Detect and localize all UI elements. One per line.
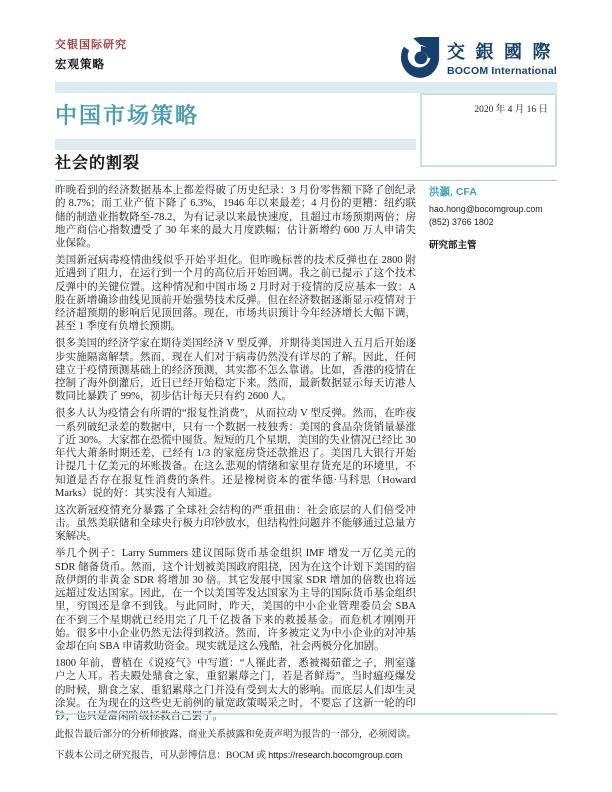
bocom-logo xyxy=(400,36,557,83)
research-series-label: 交银国际研究 xyxy=(55,39,127,51)
download-note xyxy=(55,747,557,761)
author-name: 洪灝, CFA xyxy=(429,186,477,198)
author-title: 研究部主管 xyxy=(429,241,477,251)
paragraph: 这次新冠疫情充分暴露了全球社会结构的严重扭曲：社会底层的人们倍受冲击。虽然美联储和全球央行极力印钞放水，但结构性问题并不能够通过总量方案解决。 xyxy=(55,504,416,543)
research-site-link[interactable]: https://research.bocomgroup.com xyxy=(268,750,403,760)
report-category-label: 宏观策略 xyxy=(55,59,105,71)
content-columns xyxy=(55,184,557,727)
paragraph: 举几个例子：Larry Summers 建议国际货币基金组织 IMF 增发一万亿美元的 SDR 储备货币。然而，这个计划被美国政府阻挠，因为在这个计划下美国的宿敌伊朗的非黄金 SDR 将增加 30 倍。其它发展中国家 SDR 增加的倍数也将远远超过发达国家。因此，在一个以美国等发达国家为主导的国际货币基金组织里，穷国还是拿不到钱。与此同时，昨天，美国的中小企业管理委员会 SBA 在不到三个星期就已经用完了几千亿拨备下来的救援基金。而危机才刚刚开始。很多中小企业仍然无法得到救济。然而，许多被定义为中小企业的对冲基金却在向 SBA 申请救助资金。现实就是这么残酷，社会两极分化加剧。 xyxy=(55,548,416,653)
bocom-logo-icon xyxy=(400,36,440,83)
bocom-logo-en: BOCOM International xyxy=(447,65,557,77)
paragraph: 1800 年前，曹植在《说疫气》中写道：“人罹此者，悉被褐茹藿之子，荆室蓬户之人耳。若夫殿处鼎食之家，重貂累蓐之门，若是者鲜焉”。当时瘟疫爆发的时候，鼎食之家、重貂累蓐之门并没有受到太大的影响。而底层人们却生灵涂炭。在为现在的这些史无前例的量宽政策喝采之时，不要忘了这新一轮的印钞，也只是富闲阶级拯救自己罢了。 xyxy=(55,658,416,723)
author-panel xyxy=(429,184,557,727)
report-subtitle: 社会的割裂 xyxy=(55,155,141,172)
page-title: 中国市场策略 xyxy=(55,103,200,128)
paragraph: 美国新冠病毒疫情曲线似乎开始平坦化。但昨晚标普的技术反弹也在 2800 附近遇到了阻力，在运行到一个月的高位后开始回调。我之前已提示了这个技术反弹中的关键位置。这种情况和中国市场 2 月时对于疫情的反应基本一致：A 股在新增确诊曲线见顶前开始强势技术反弹。但在经济数据逐渐显示疫情对于经济超预期的影响后见顶回落。现在，市场共识预计今年经济增长大幅下调，甚至 1 季度有负增长预期。 xyxy=(55,254,416,333)
author-phone: (852) 3766 1802 xyxy=(429,217,494,227)
disclosure-note: 此报告最后部分的分析师披露、商业关系披露和免责声明为报告的一部分，必须阅读。 xyxy=(55,730,417,740)
author-email-link[interactable]: hao.hong@bocomgroup.com xyxy=(429,204,543,214)
masthead xyxy=(55,36,557,83)
brand-block xyxy=(55,36,127,72)
paragraph: 很多人认为疫情会有所谓的“报复性消费”，从而拉动 V 型反弹。然而，在昨夜一系列破纪录差的数据中，只有一个数据一枝独秀：美国的食品杂货销量暴涨了近 30%。大家都在恐慌中囤货。短短的几个星期，美国的失业情况已经比 30 年代大萧条时期还差，已经有 1/3 的家庭房贷还款推迟了。美国几大银行开始计提几十亿美元的坏账拨备。在这么悲观的情绪和家里存货充足的环境里，不知道是否存在报复性消费的条件。还是橡树资本的霍华德·马科思（Howard Marks）说的好：其实没有人知道。 xyxy=(55,408,416,500)
subtitle-rule xyxy=(55,150,557,181)
bocom-logo-text xyxy=(447,38,557,77)
header-divider-band xyxy=(55,82,557,93)
paragraph: 很多美国的经济学家在期待美国经济 V 型反弹，并期待美国进入五月后开始逐步实施隔离解禁。然而，现在人们对于病毒仍然没有详尽的了解。因此，任何建立于疫情预测基础上的经济预测，其实都不怎么靠谱。比如，香港的疫情在控制了海外倒灌后，近日已经开始稳定下来。然而，最新数据显示每天访港人数同比暴跌了 99%，初步估计每天只有约 2600 人。 xyxy=(55,338,416,403)
report-date: 2020 年 4 月 16 日 xyxy=(474,105,548,115)
download-note-text: 下载本公司之研究报告，可从彭博信息：BOCM 或 xyxy=(55,751,269,761)
article-body xyxy=(55,184,416,727)
paragraph: 昨晚看到的经济数据基本上都差得破了历史纪录：3 月份零售额下降了创纪录的 8.7%；而工业产值下降了 6.3%，1946 年以来最差；4 月份的更糟：纽约联储的制造业指数降至-78.2，为有记录以来最快速度，且超过市场预期两倍；房地产商信心指数遭受了 30 年来的最大月度跌幅；估计新增约 600 万人申请失业保险。 xyxy=(55,185,416,250)
bocom-logo-cn: 交 銀 國 際 xyxy=(447,42,554,62)
title-underline-band xyxy=(55,139,416,150)
footer xyxy=(55,713,557,761)
